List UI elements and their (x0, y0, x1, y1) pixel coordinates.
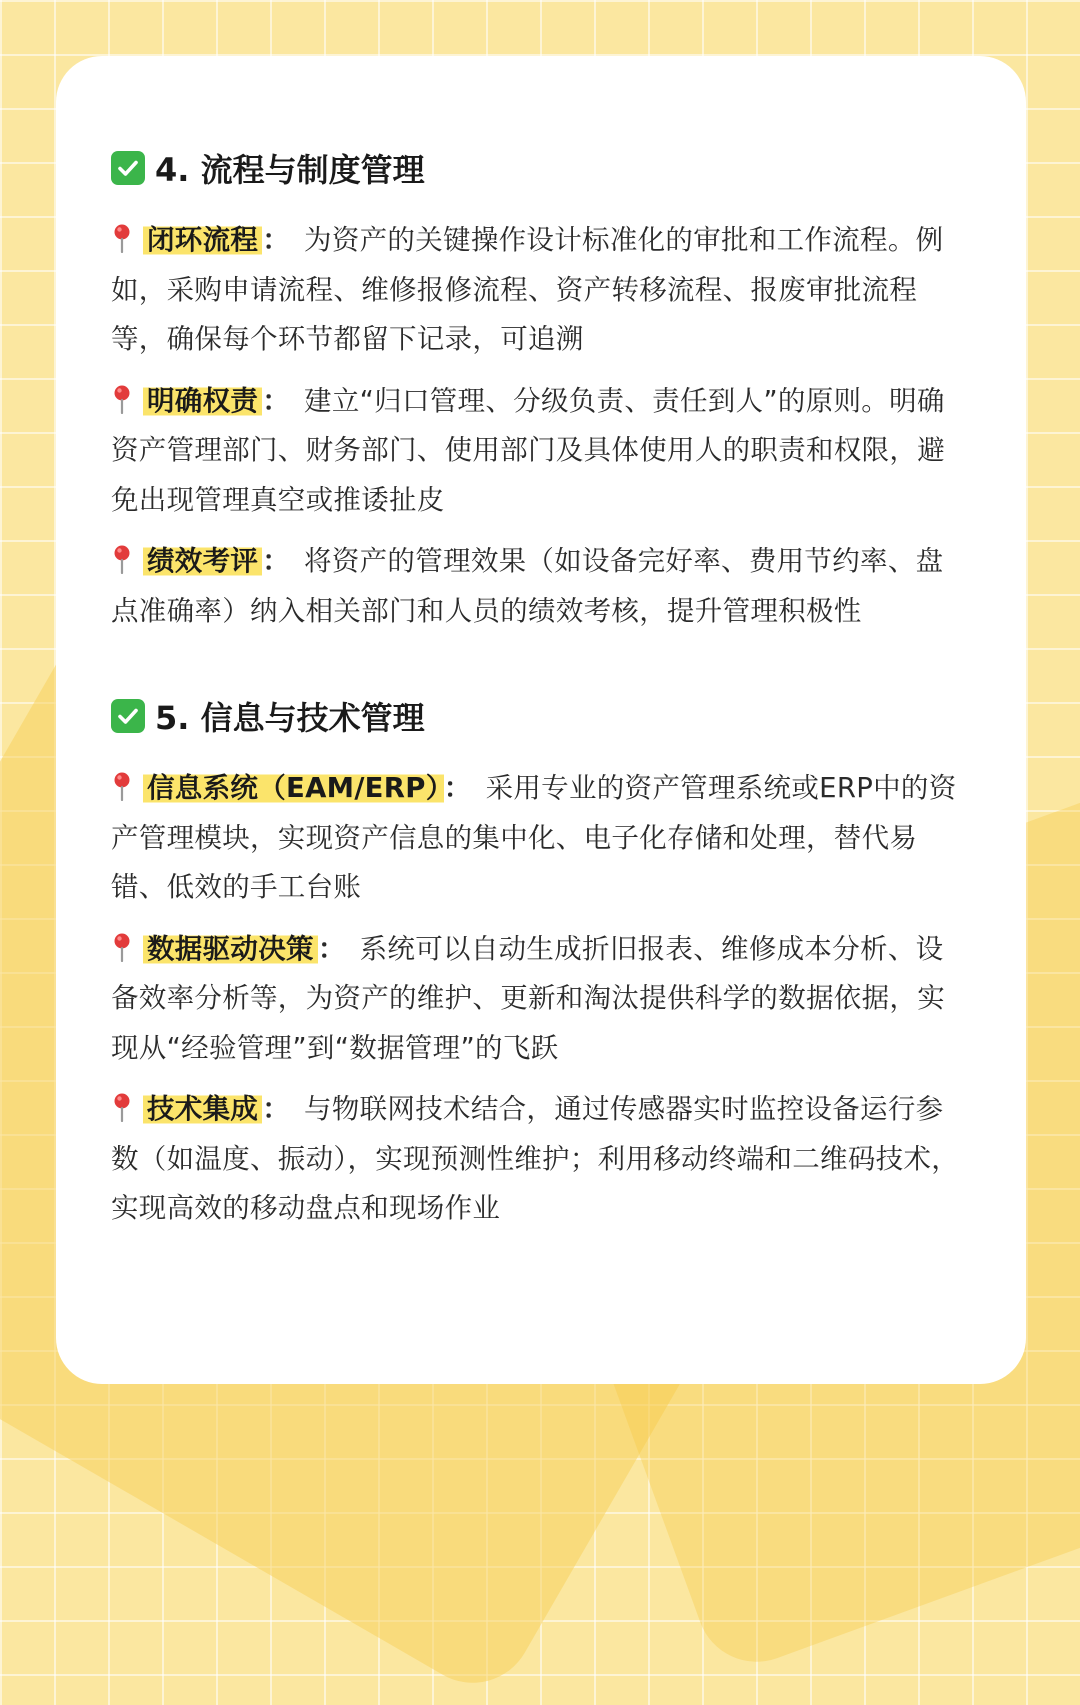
item-text: 将资产的管理效果（如设备完好率、费用节约率、盘点准确率）纳入相关部门和人员的绩效考核，提升管理积极性 (111, 545, 944, 627)
item-colon: ： (317, 932, 346, 965)
item-colon: ： (443, 772, 472, 804)
section-title (111, 694, 970, 738)
item-text: 为资产的关键操作设计标准化的审批和工作流程。例如，采购申请流程、维修报修流程、资产转移流程、报废审批流程等，确保每个环节都留下记录，可追溯 (111, 224, 944, 355)
pushpin-icon (111, 771, 133, 801)
list-item (111, 764, 970, 913)
section-title-text: 4. 流程与制度管理 (155, 151, 425, 189)
section-process (111, 146, 970, 636)
pushpin-icon (111, 932, 133, 962)
item-colon: ： (262, 224, 291, 256)
item-colon: ： (262, 384, 291, 417)
item-label: 绩效考评 (143, 545, 262, 577)
item-label: 明确权责 (143, 385, 262, 417)
pushpin-icon (111, 1092, 133, 1122)
pushpin-icon (111, 544, 133, 574)
list-item (111, 1085, 970, 1234)
list-item (111, 537, 970, 636)
pushpin-icon (111, 384, 133, 414)
item-text: 建立“归口管理、分级负责、责任到人”的原则。明确资产管理部门、财务部门、使用部门及具体使用人的职责和权限，避免出现管理真空或推诿扯皮 (111, 384, 945, 516)
item-label: 闭环流程 (143, 224, 262, 256)
list-item (111, 925, 970, 1074)
section-technology (111, 694, 970, 1234)
check-mark-icon (111, 151, 145, 185)
content-card (56, 56, 1026, 1384)
list-item (111, 377, 970, 526)
section-title-text: 5. 信息与技术管理 (155, 699, 425, 737)
item-label: 数据驱动决策 (143, 933, 318, 965)
item-text: 与物联网技术结合，通过传感器实时监控设备运行参数（如温度、振动），实现预测性维护；利用移动终端和二维码技术，实现高效的移动盘点和现场作业 (111, 1093, 960, 1224)
pushpin-icon (111, 223, 133, 253)
item-label: 技术集成 (143, 1093, 262, 1125)
item-colon: ： (262, 545, 291, 577)
check-mark-icon (111, 699, 145, 733)
section-title (111, 146, 970, 190)
item-text: 系统可以自动生成折旧报表、维修成本分析、设备效率分析等，为资产的维护、更新和淘汰提供科学的数据依据，实现从“经验管理”到“数据管理”的飞跃 (111, 932, 945, 1064)
item-colon: ： (262, 1093, 291, 1125)
item-text: 采用专业的资产管理系统或ERP中的资产管理模块，实现资产信息的集中化、电子化存储和处理，替代易错、低效的手工台账 (111, 772, 957, 903)
list-item (111, 216, 970, 365)
item-label: 信息系统（EAM/ERP） (143, 772, 444, 804)
